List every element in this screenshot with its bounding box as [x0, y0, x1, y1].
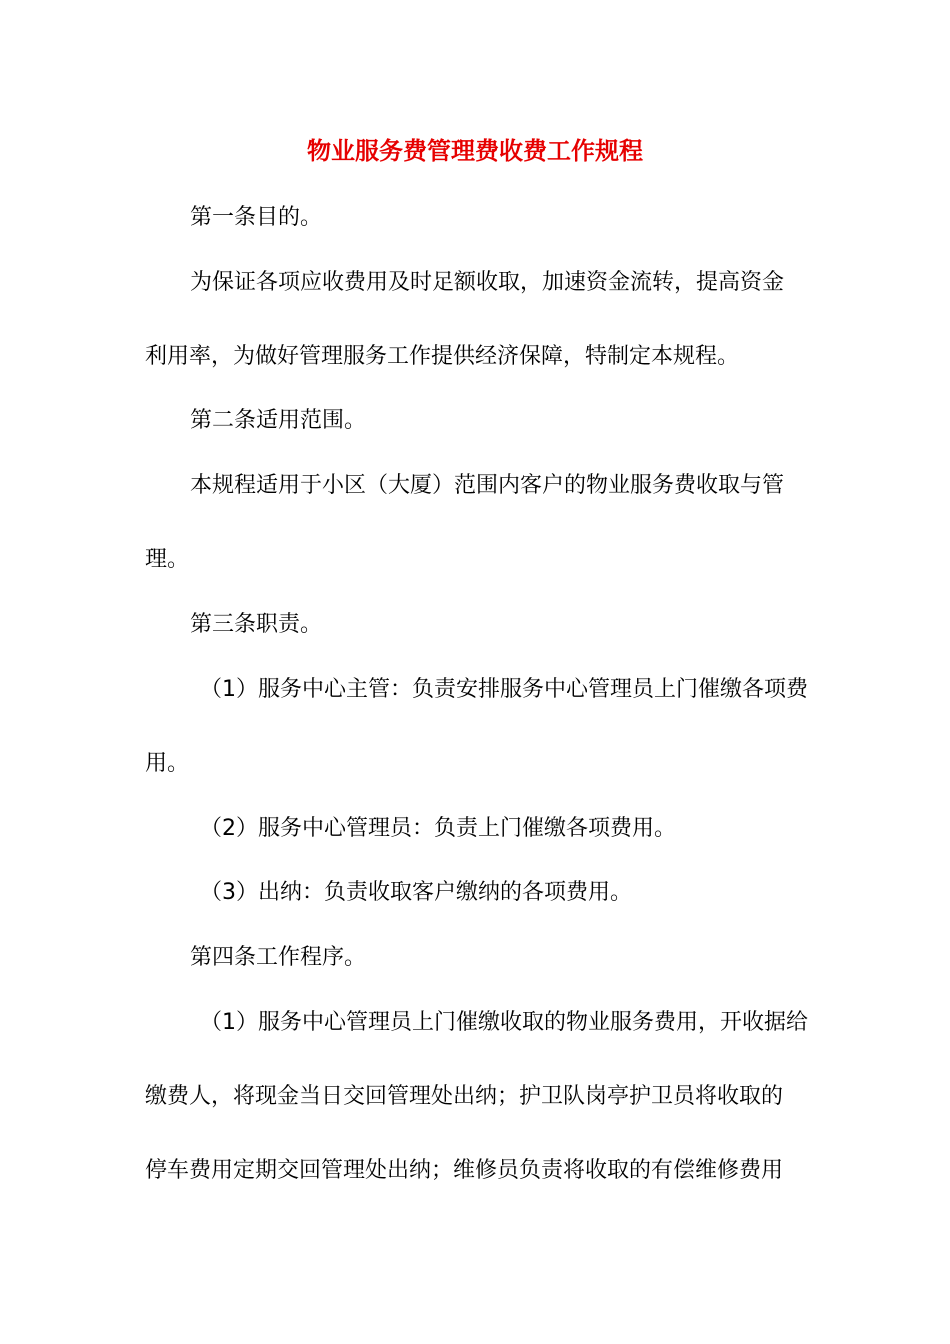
paragraph-line: 第三条职责。 — [190, 612, 323, 637]
paragraph-line: 本规程适用于小区（大厦）范围内客户的物业服务费收取与管 — [190, 473, 785, 498]
paragraph-line: （3）出纳：负责收取客户缴纳的各项费用。 — [200, 880, 632, 905]
paragraph-line: 缴费人，将现金当日交回管理处出纳；护卫队岗亭护卫员将收取的 — [145, 1084, 784, 1109]
paragraph-line: （1）服务中心主管：负责安排服务中心管理员上门催缴各项费 — [200, 677, 808, 702]
paragraph-line: 理。 — [145, 547, 190, 572]
paragraph-line: （1）服务中心管理员上门催缴收取的物业服务费用，开收据给 — [200, 1010, 808, 1035]
paragraph-line: （2）服务中心管理员：负责上门催缴各项费用。 — [200, 816, 676, 841]
paragraph-line: 第四条工作程序。 — [190, 945, 367, 970]
paragraph-line: 停车费用定期交回管理处出纳；维修员负责将收取的有偿维修费用 — [145, 1158, 784, 1183]
paragraph-line: 第一条目的。 — [190, 205, 323, 230]
paragraph-line: 利用率，为做好管理服务工作提供经济保障，特制定本规程。 — [145, 344, 740, 369]
paragraph-line: 为保证各项应收费用及时足额收取，加速资金流转，提高资金 — [190, 270, 785, 295]
paragraph-line: 用。 — [145, 751, 190, 776]
paragraph-line: 第二条适用范围。 — [190, 408, 367, 433]
document-title: 物业服务费管理费收费工作规程 — [307, 137, 643, 165]
